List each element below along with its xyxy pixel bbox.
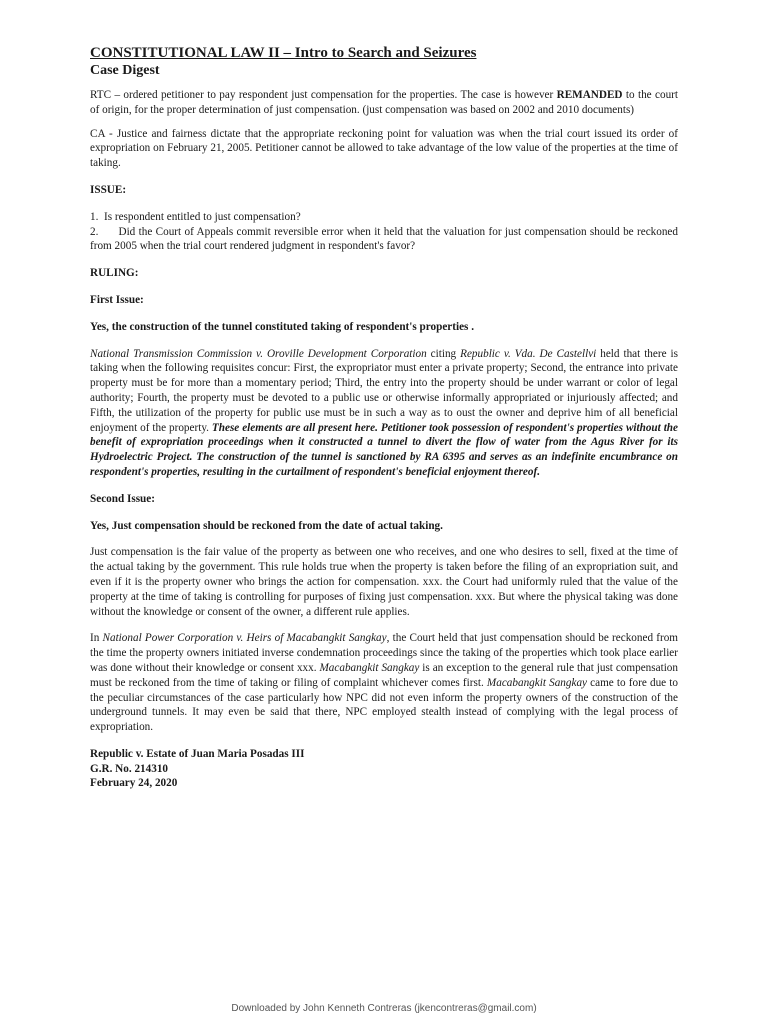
rtc-remanded: REMANDED xyxy=(556,89,623,101)
p2-text-c: came to fore due to the peculiar circumstances of the case particularly how NPC did not even inform the property owners of the construction of the underground tunnels. It may even be said that there, NPC employed stealth instead of complying with the legal process of expropriation. xyxy=(90,676,678,734)
second-issue-paragraph-2 xyxy=(90,631,678,735)
first-issue-answer: Yes, the construction of the tunnel constituted taking of respondent's properties . xyxy=(90,320,475,333)
p2-text-a: , the Court held that just compensation should be reckoned from the time the property owners initiated inverse condemnation proceedings since the taking of the properties which took place earlier was done without their knowledge or consent xxx. xyxy=(90,632,678,674)
case-name-npc: National Power Corporation v. Heirs of Macabangkit Sangkay xyxy=(102,632,387,645)
second-issue-heading: Second Issue: xyxy=(90,492,155,505)
issue-item-1: 1. Is respondent entitled to just compensation? xyxy=(90,210,301,223)
p2-text-b: is an exception to the general rule that just compensation must be reckoned from the time of taking or filing of complaint whichever comes first. xyxy=(90,661,678,689)
citation-case-name: Republic v. Estate of Juan Maria Posadas III xyxy=(90,747,305,760)
rtc-text-pre: RTC – ordered petitioner to pay respondent just compensation for the properties. The case is however xyxy=(90,89,557,101)
issue-list xyxy=(90,210,681,254)
citing-text: citing xyxy=(426,347,461,360)
case-name-macabangkit-1: Macabangkit Sangkay xyxy=(319,661,420,674)
ca-paragraph: CA - Justice and fairness dictate that the appropriate reckoning point for valuation was when the trial court issued its order of expropriation on February 21, 2005. Petitioner cannot be allowed to take advantage of the low value of the properties at the time of taking. xyxy=(90,127,678,170)
p2-in: In xyxy=(90,632,103,645)
second-issue-answer: Yes, Just compensation should be reckoned from the date of actual taking. xyxy=(90,519,443,532)
document-subtitle: Case Digest xyxy=(90,63,160,78)
citation-gr-number: G.R. No. 214310 xyxy=(90,762,169,775)
first-issue-heading: First Issue: xyxy=(90,293,144,306)
case-name-macabangkit-2: Macabangkit Sangkay xyxy=(486,676,588,689)
case-name-ntc: National Transmission Commission v. Oroville Development Corporation xyxy=(90,347,427,360)
rtc-text-post: to the court of origin, for the proper determination of just compensation. (just compensation was based on 2002 and 2010 documents) xyxy=(90,89,678,116)
citation-date: February 24, 2020 xyxy=(90,777,178,790)
download-footer: Downloaded by John Kenneth Contreras (jkencontreras@gmail.com) xyxy=(231,1003,537,1014)
document-title: CONSTITUTIONAL LAW II – Intro to Search and Seizures xyxy=(90,45,477,61)
rtc-paragraph xyxy=(90,88,678,118)
case-citation xyxy=(90,747,678,791)
second-issue-paragraph-1: Just compensation is the fair value of the property as between one who receives, and one who desires to sell, fixed at the time of the actual taking by the government. This rule holds true when the property is taken before the filing of an expropriation suit, and even if it is the property owner who brings the action for compensation. xxx. the Court had uniformly ruled that the value of the property at the time of taking is controlling for purposes of fixing just compensation. xxx. But where the physical taking was done without the knowledge or consent of the owner, a different rule applies. xyxy=(90,546,678,618)
issue-item-2: 2. Did the Court of Appeals commit reversible error when it held that the valuation for just compensation should be reckoned from 2005 when the trial court rendered judgment in respondent's favor? xyxy=(90,225,681,253)
issue-heading: ISSUE: xyxy=(90,183,127,196)
first-issue-discussion xyxy=(90,347,678,480)
requisites-text: held that there is taking when the following requisites concur: First, the expropriator must enter a private property; Second, the entrance into private property must be for more than a momentary period; Third, the entry into the property should be under warrant or color of legal authority; Fourth, the property must be devoted to a public use or otherwise informally appropriated or injuriously affected; and Fifth, the utilization of the property for public use must be in such a way as to oust the owner and deprive him of all beneficial enjoyment of the property. xyxy=(90,347,678,434)
first-issue-emphasis: These elements are all present here. Petitioner took possession of respondent's properties without the benefit of expropriation proceedings when it constructed a tunnel to divert the flow of water from the Agus River for its Hydroelectric Project. The construction of the tunnel is sanctioned by RA 6395 and serves as an indefinite encumbrance on respondent's properties, resulting in the curtailment of respondent's beneficial enjoyment thereof. xyxy=(90,421,678,478)
document-page xyxy=(90,44,681,791)
ruling-heading: RULING: xyxy=(90,267,139,280)
case-name-castellvi: Republic v. Vda. De Castellvi xyxy=(460,347,597,360)
